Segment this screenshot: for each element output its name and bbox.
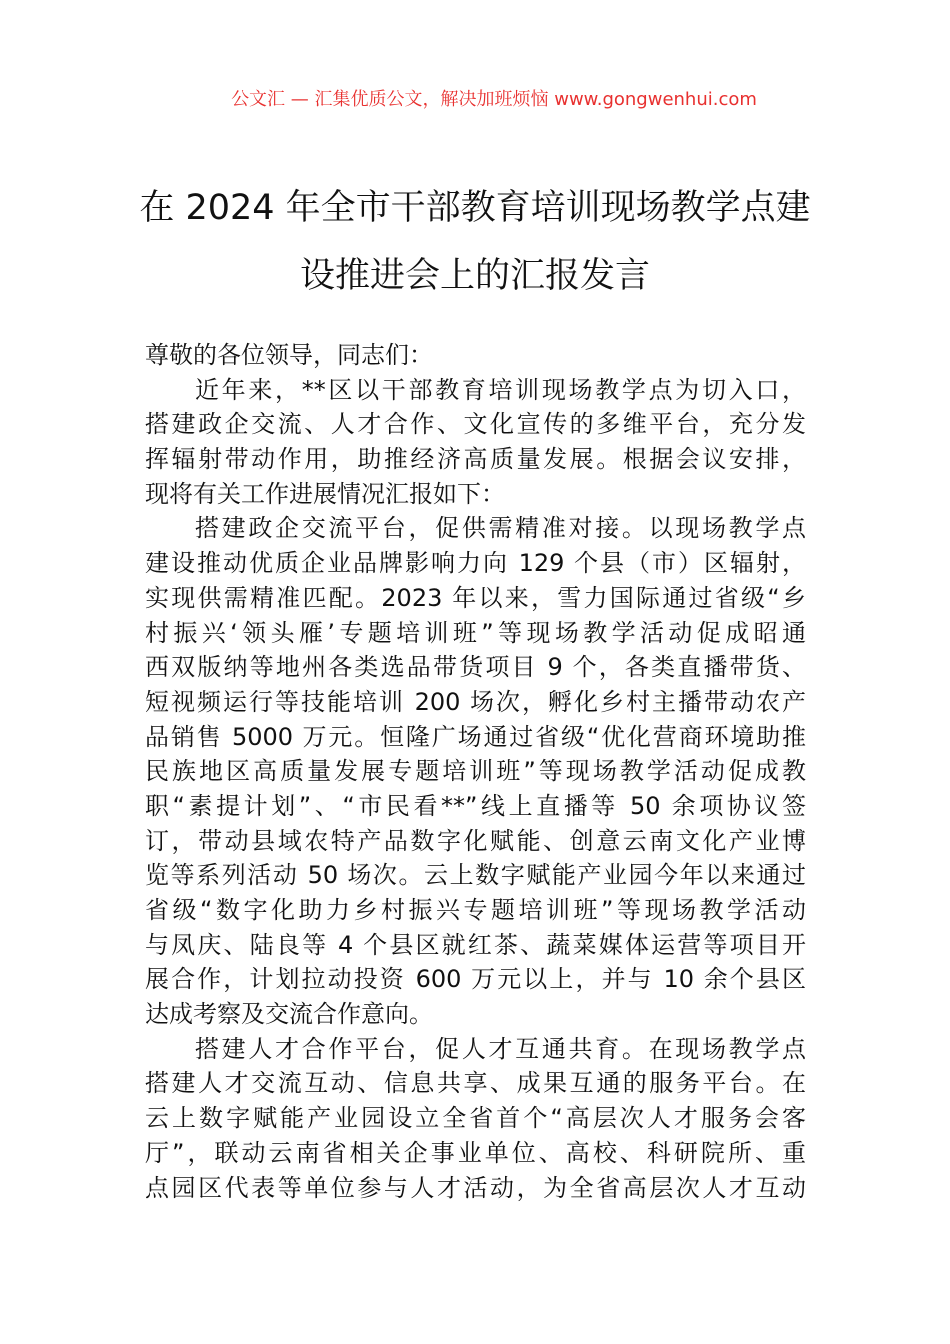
paragraph-line: 现将有关工作进展情况汇报如下： xyxy=(145,479,505,508)
salutation: 尊敬的各位领导，同志们： xyxy=(145,341,433,369)
paragraph-line: 民族地区高质量发展专题培训班”等现场教学活动促成教 xyxy=(145,757,806,786)
paragraph-line: 搭建政企交流平台，促供需精准对接。以现场教学点 xyxy=(195,514,806,543)
paragraph-line: 实现供需精准匹配。2023 年以来，雪力国际通过省级“乡 xyxy=(145,583,806,612)
paragraph-line: 搭建人才交流互动、信息共享、成果互通的服务平台。在 xyxy=(145,1069,806,1098)
paragraph-line: 达成考察及交流合作意向。 xyxy=(145,1000,433,1029)
paragraph-line: 职“素提计划”、“市民看**”线上直播等 50 余项协议签 xyxy=(145,791,806,820)
paragraph-line: 建设推动优质企业品牌影响力向 129 个县（市）区辐射， xyxy=(145,549,806,578)
paragraph-line: 展合作，计划拉动投资 600 万元以上，并与 10 余个县区 xyxy=(145,965,806,994)
paragraph-line: 点园区代表等单位参与人才活动，为全省高层次人才互动 xyxy=(145,1173,806,1202)
paragraph-line: 订，带动县域农特产品数字化赋能、创意云南文化产业博 xyxy=(145,826,806,855)
paragraph-line: 厅”，联动云南省相关企事业单位、高校、科研院所、重 xyxy=(145,1138,806,1167)
paragraph-line: 搭建人才合作平台，促人才互通共育。在现场教学点 xyxy=(195,1034,806,1063)
paragraph-line: 短视频运行等技能培训 200 场次，孵化乡村主播带动农产 xyxy=(145,687,806,716)
paragraph-line: 云上数字赋能产业园设立全省首个“高层次人才服务会客 xyxy=(145,1104,806,1133)
paragraph-line: 品销售 5000 万元。恒隆广场通过省级“优化营商环境助推 xyxy=(145,722,806,751)
document-title-line-2: 设推进会上的汇报发言 xyxy=(299,256,650,296)
paragraph-line: 村振兴‘领头雁’专题培训班”等现场教学活动促成昭通 xyxy=(145,618,806,647)
paragraph-line: 览等系列活动 50 场次。云上数字赋能产业园今年以来通过 xyxy=(145,861,806,890)
document-body xyxy=(145,338,806,1205)
paragraph-line: 挥辐射带动作用，助推经济高质量发展。根据会议安排， xyxy=(145,445,806,474)
paragraph-line: 省级“数字化助力乡村振兴专题培训班”等现场教学活动 xyxy=(145,896,806,924)
paragraph-line: 搭建政企交流、人才合作、文化宣传的多维平台，充分发 xyxy=(145,410,806,439)
paragraph-line: 近年来，**区以干部教育培训现场教学点为切入口， xyxy=(195,375,806,404)
site-banner: 公文汇 — 汇集优质公文，解决加班烦恼 www.gongwenhui.com xyxy=(231,89,757,110)
document-title-line-1: 在 2024 年全市干部教育培训现场教学点建 xyxy=(139,188,811,228)
paragraph-line: 与凤庆、陆良等 4 个县区就红茶、蔬菜媒体运营等项目开 xyxy=(145,930,806,959)
paragraph-line: 西双版纳等地州各类选品带货项目 9 个，各类直播带货、 xyxy=(145,653,806,682)
